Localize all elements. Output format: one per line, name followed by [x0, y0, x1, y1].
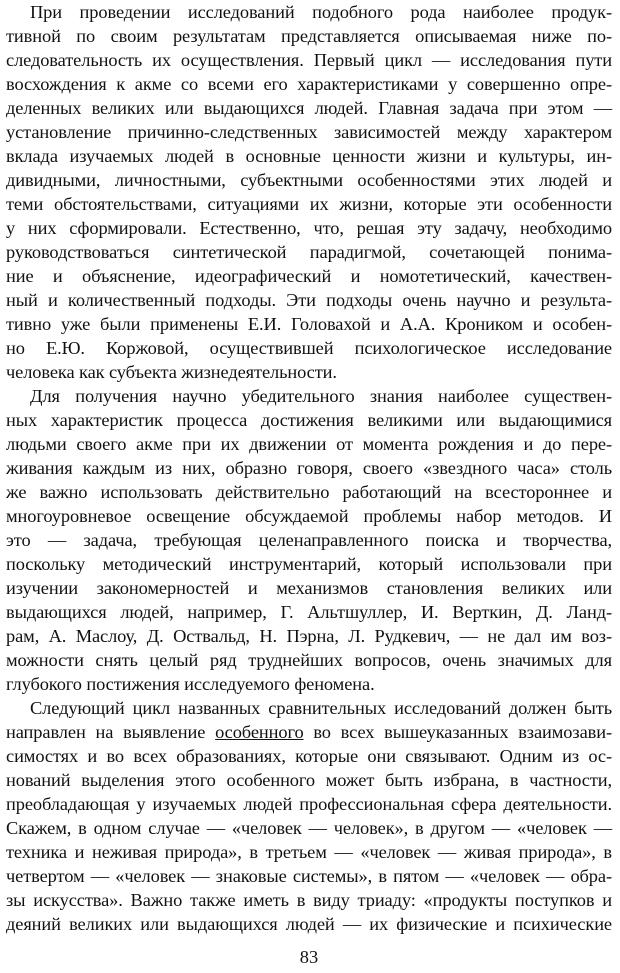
text-line: людьми своего акме при их движении от момента рождения и до пере- [6, 434, 612, 454]
text-line: тивно уже были применены Е.И. Головахой и А.А. Кроником и особен- [6, 314, 612, 334]
text-line: у них сформировали. Естественно, что, решая эту задачу, необходимо [6, 218, 612, 238]
text-line: преобладающая у изучаемых людей профессиональная сфера деятельности. [6, 794, 612, 814]
text-line: рам, А. Маслоу, Д. Оствальд, Н. Пэрна, Л. Рудкевич, — не дал им воз- [6, 626, 612, 646]
text-line: вклада изучаемых людей в основные ценности жизни и культуры, ин- [6, 146, 612, 166]
text-line: следовательность их осуществления. Первый цикл — исследования пути [6, 50, 612, 70]
text-line: ние и объяснение, идеографический и номотетический, качествен- [6, 266, 612, 286]
text-line: При проведении исследований подобного рода наиболее продук- [30, 2, 612, 22]
text-line: же важно использовать действительно работающий на всестороннее и [6, 482, 612, 502]
page-number: 83 [299, 947, 319, 967]
text-line: изучении закономерностей и механизмов становления великих или [6, 578, 612, 598]
text-line: зы искусства». Важно также иметь в виду триаду: «продукты поступков и [6, 890, 612, 910]
book-page [6, 0, 618, 973]
text-line: нований выделения этого особенного может быть избрана, в частности, [6, 770, 612, 790]
text-line: теми обстоятельствами, ситуациями их жизни, которые эти особенности [6, 194, 612, 214]
text-line: деленных великих или выдающихся людей. Главная задача при этом — [6, 98, 612, 118]
text-line: установление причинно-следственных зависимостей между характером [6, 122, 612, 142]
text-line: Следующий цикл названных сравнительных исследований должен быть [30, 698, 612, 718]
text-line: техника и неживая природа», в третьем — «человек — живая природа», в [6, 842, 612, 862]
underlined-word: особенного [215, 722, 304, 742]
text-line: многоуровневое освещение обсуждаемой проблемы набор методов. И [6, 506, 612, 526]
text-line: живания каждым из них, образно говоря, своего «звездного часа» столь [6, 458, 612, 478]
text-line: можности снять целый ряд труднейших вопросов, очень значимых для [6, 650, 612, 670]
text-line: но Е.Ю. Коржовой, осуществившей психологическое исследование [6, 338, 612, 358]
text-segment: направлен на выявление [6, 722, 216, 742]
text-line: симостях и во всех образованиях, которые они связывают. Одним из ос- [6, 746, 612, 766]
text-line: глубокого постижения исследуемого феномена. [6, 674, 375, 694]
text-line: это — задача, требующая целенаправленного поиска и творчества, [6, 530, 612, 550]
text-segment: во всех вышеуказанных взаимозави- [303, 722, 612, 742]
text-line: Для получения научно убедительного знания наиболее существен- [30, 386, 612, 406]
text-line: поскольку методический инструментарий, который использовали при [6, 554, 612, 574]
text-line: дивидными, личностными, субъектными особенностями этих людей и [6, 170, 612, 190]
text-line: тивной по своим результатам представляется описываемая ниже по- [6, 26, 612, 46]
text-line: Скажем, в одном случае — «человек — человек», в другом — «человек — [6, 818, 612, 838]
text-line-with-underline [6, 720, 612, 744]
text-line: выдающихся людей, например, Г. Альтшуллер, И. Верткин, Д. Ланд- [6, 602, 612, 622]
text-line: восхождения к акме со всеми его характеристиками у совершенно опре- [6, 74, 612, 94]
text-line: ный и количественный подходы. Эти подходы очень научно и результа- [6, 290, 612, 310]
text-line: ных характеристик процесса достижения великими или выдающимися [6, 410, 612, 430]
text-line: человека как субъекта жизнедеятельности. [6, 362, 337, 382]
text-line: деяний великих или выдающихся людей — их физические и психические [6, 914, 612, 934]
text-line: четвертом — «человек — знаковые системы», в пятом — «человек — обра- [6, 866, 612, 886]
text-line: руководствоваться синтетической парадигмой, сочетающей понима- [6, 242, 612, 262]
